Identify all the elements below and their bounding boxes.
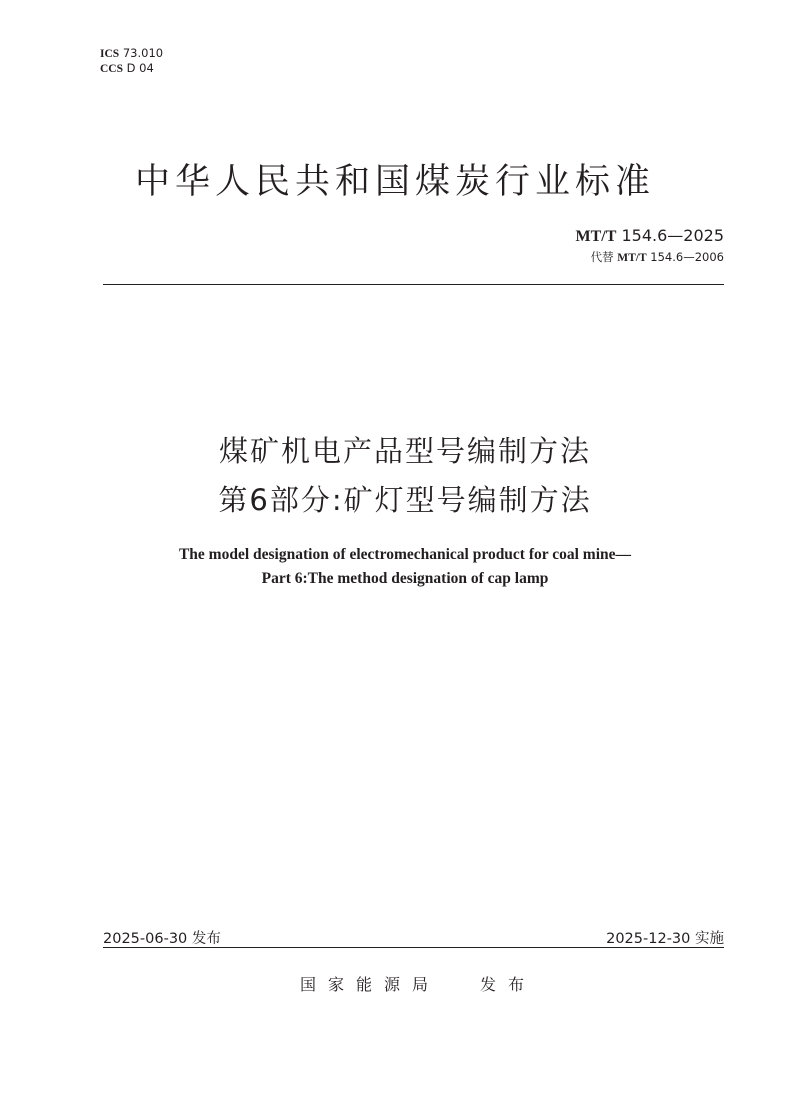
issue-label: 发布 [480,975,537,994]
standard-category-title: 中华人民共和国煤炭行业标准 [134,162,655,202]
standard-code-number: 154.6—2025 [621,226,724,245]
chinese-title-line-1: 煤矿机电产品型号编制方法 [218,434,591,468]
issuing-authority: 国家能源局 [300,975,441,994]
ics-value: 73.010 [122,46,164,60]
standard-code [575,226,724,246]
ics-label: ICS [100,48,120,60]
ccs-code [100,61,163,76]
standard-code-prefix: MT/T [575,228,617,245]
ccs-value: D 04 [126,61,154,75]
header-divider [103,284,724,285]
chinese-title-line-2: 第6部分:矿灯型号编制方法 [218,483,592,517]
replaces-label: 代替 [590,250,614,264]
publish-date: 2025-06-30 发布 [103,931,221,947]
english-title-line-2: Part 6:The method designation of cap lamp [261,570,549,587]
replaces-number: 154.6—2006 [650,250,724,264]
footer-divider [103,947,724,948]
replaces-standard [591,249,724,265]
ics-code [100,46,163,61]
ccs-label: CCS [100,63,124,75]
replaces-prefix: MT/T [617,252,647,264]
implement-date: 2025-12-30 实施 [606,931,724,947]
classification-codes [100,46,163,76]
english-title-line-1: The model designation of electromechanical product for coal mine— [178,546,632,563]
